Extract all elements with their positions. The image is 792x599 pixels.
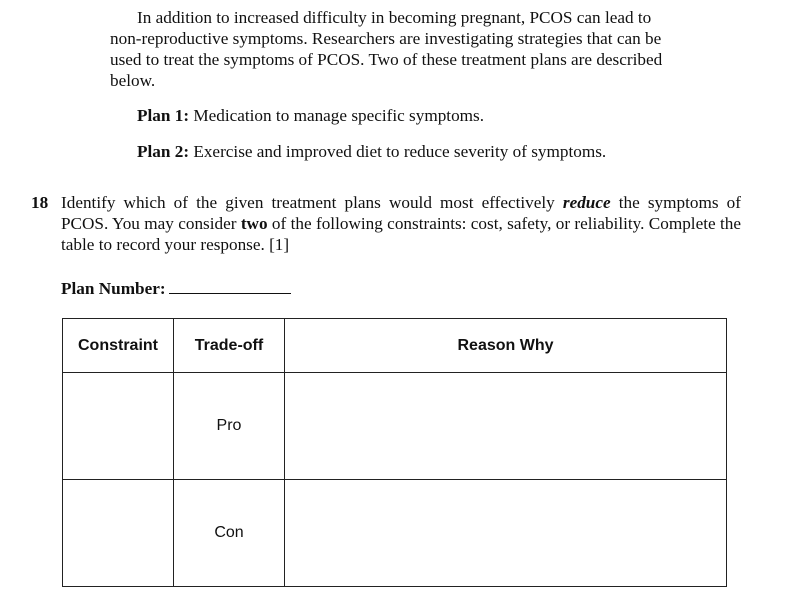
table-row <box>63 480 727 587</box>
plan-1-text: Medication to manage specific symptoms. <box>189 106 485 125</box>
tradeoff-cell-con: Con <box>174 480 285 587</box>
plan-number-prompt <box>61 279 291 299</box>
table-row <box>63 373 727 480</box>
constraint-cell-con[interactable] <box>63 480 174 587</box>
plan-1-label: Plan 1: <box>137 106 190 125</box>
question-emphasis-two: two <box>240 214 268 233</box>
question-text-part-1: Identify which of the given treatment plans would most effectively <box>61 193 563 212</box>
reason-cell-pro[interactable] <box>285 373 727 480</box>
question-emphasis-reduce: reduce <box>562 193 611 212</box>
plan-number-label: Plan Number: <box>61 279 166 298</box>
intro-line-2: non-reproductive symptoms. Researchers are investigating strategies that can be <box>110 29 662 48</box>
intro-line-4: below. <box>110 71 156 90</box>
plan-2-text: Exercise and improved diet to reduce severity of symptoms. <box>189 142 607 161</box>
question-text <box>61 192 741 255</box>
plan-1 <box>137 106 484 126</box>
header-constraint: Constraint <box>63 319 174 373</box>
header-trade-off: Trade-off <box>174 319 285 373</box>
intro-line-3: used to treat the symptoms of PCOS. Two of these treatment plans are described <box>110 50 663 69</box>
question-text-part-2: the symptoms of PCOS. You may consider <box>61 193 741 233</box>
reason-cell-con[interactable] <box>285 480 727 587</box>
tradeoff-cell-pro: Pro <box>174 373 285 480</box>
response-table <box>62 318 727 587</box>
header-reason-why: Reason Why <box>285 319 727 373</box>
table-header-row <box>63 319 727 373</box>
plan-2 <box>137 142 606 162</box>
plan-number-answer-blank[interactable] <box>169 279 291 294</box>
constraint-cell-pro[interactable] <box>63 373 174 480</box>
plan-2-label: Plan 2: <box>137 142 190 161</box>
intro-line-1: In addition to increased difficulty in becoming pregnant, PCOS can lead to <box>137 8 652 27</box>
question-text-part-3: of the following constraints: cost, safety, or reliability. Complete the table to record your response. [1] <box>61 214 741 254</box>
intro-paragraph <box>110 7 700 91</box>
question-number: 18 <box>31 193 49 212</box>
